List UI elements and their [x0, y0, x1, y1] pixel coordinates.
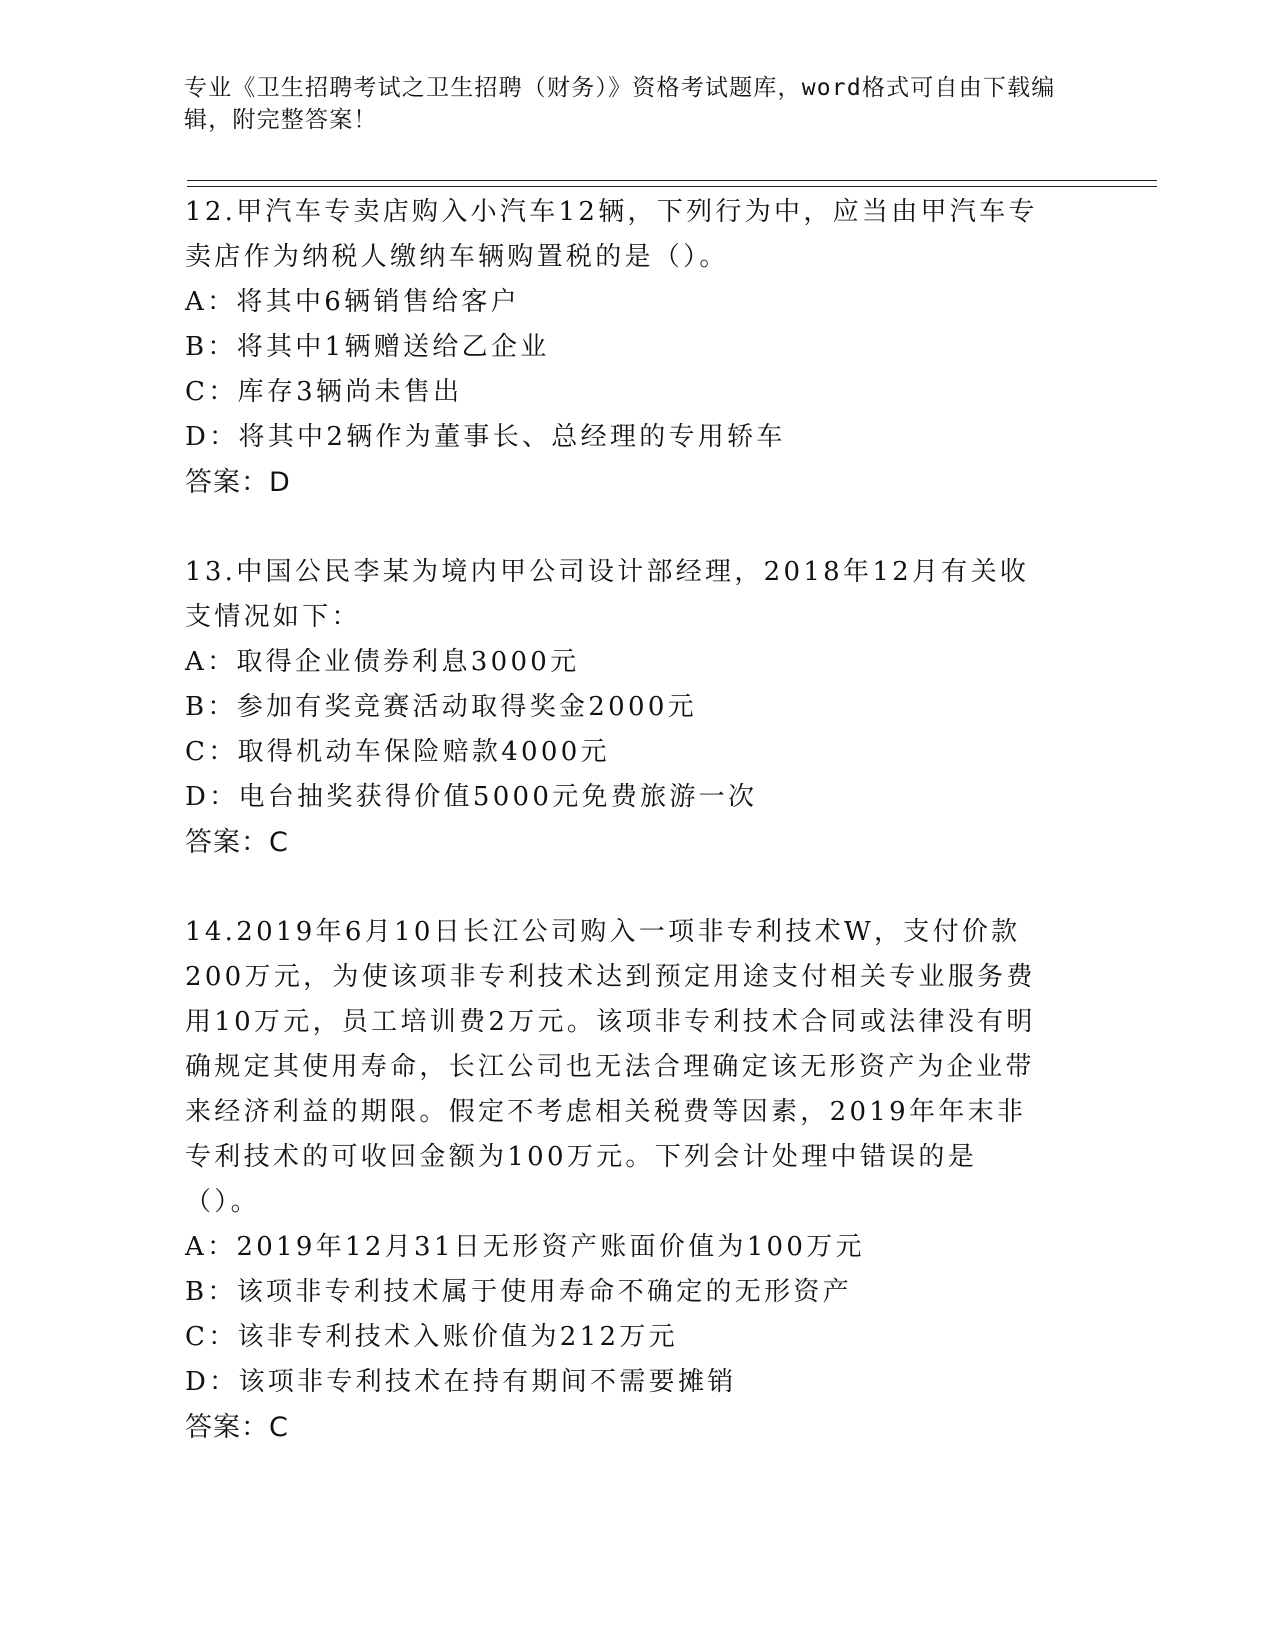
question-spacer — [185, 865, 1085, 910]
document-header: 专业《卫生招聘考试之卫生招聘（财务）》资格考试题库，word格式可自由下载编辑，附完整答案！ — [184, 75, 1056, 133]
answer-line: 答案：C — [185, 1412, 289, 1443]
option-d: D：电台抽奖获得价值5000元免费旅游一次 — [185, 782, 758, 812]
question-list — [185, 190, 1085, 1450]
answer-line: 答案：C — [185, 827, 289, 858]
option-c: C：该非专利技术入账价值为212万元 — [185, 1322, 678, 1352]
question-13 — [185, 550, 1085, 865]
option-a: A：2019年12月31日无形资产账面价值为100万元 — [185, 1232, 865, 1262]
header-divider-bottom — [187, 186, 1157, 187]
question-spacer — [185, 505, 1085, 550]
option-a: A：取得企业债券利息3000元 — [185, 647, 580, 677]
option-d: D：将其中2辆作为董事长、总经理的专用轿车 — [185, 422, 786, 452]
option-b: B：将其中1辆赠送给乙企业 — [185, 332, 550, 362]
question-stem: 12.甲汽车专卖店购入小汽车12辆，下列行为中，应当由甲汽车专卖店作为纳税人缴纳车辆购置税的是（）。 — [185, 197, 1038, 272]
question-12 — [185, 190, 1085, 505]
question-14 — [185, 910, 1085, 1450]
option-a: A：将其中6辆销售给客户 — [185, 287, 520, 317]
question-stem: 13.中国公民李某为境内甲公司设计部经理，2018年12月有关收支情况如下： — [185, 557, 1030, 632]
option-b: B：参加有奖竞赛活动取得奖金2000元 — [185, 692, 697, 722]
option-c: C：取得机动车保险赔款4000元 — [185, 737, 610, 767]
header-divider-top — [187, 180, 1157, 181]
answer-line: 答案：D — [185, 467, 291, 498]
option-d: D：该项非专利技术在持有期间不需要摊销 — [185, 1367, 737, 1397]
question-stem: 14.2019年6月10日长江公司购入一项非专利技术W，支付价款200万元，为使该项非专利技术达到预定用途支付相关专业服务费用10万元，员工培训费2万元。该项非专利技术合同或法律没有明确规定其使用寿命，长江公司也无法合理确定该无形资产为企业带来经济利益的期限。假定不考虑相关税费等因素，2019年年末非专利技术的可收回金额为100万元。下列会计处理中错误的是（）。 — [185, 917, 1036, 1217]
option-b: B：该项非专利技术属于使用寿命不确定的无形资产 — [185, 1277, 853, 1307]
option-c: C：库存3辆尚未售出 — [185, 377, 463, 407]
